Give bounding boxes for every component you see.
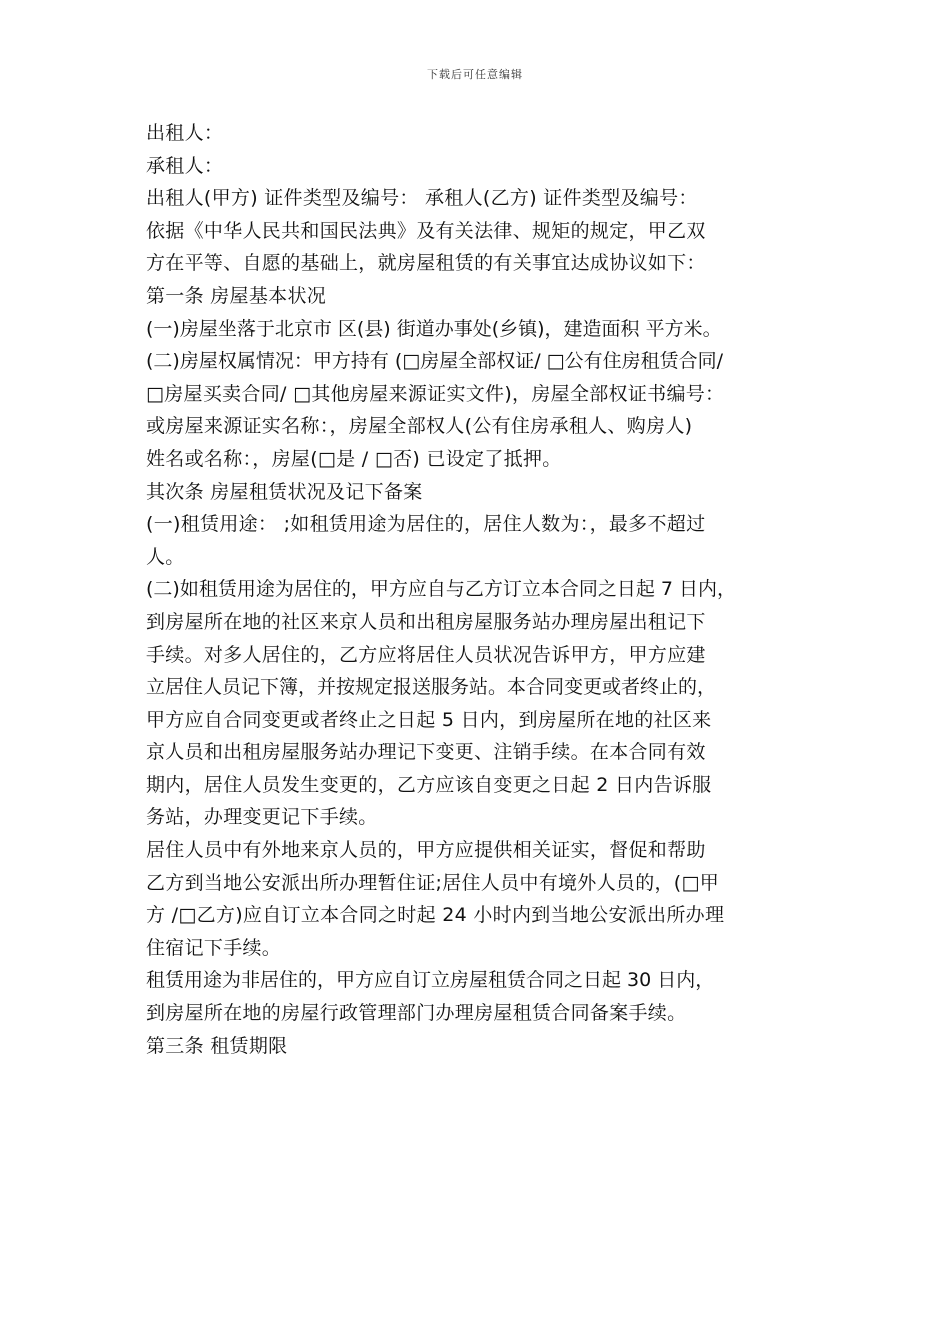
article-heading: 第三条 租赁期限 <box>146 1034 288 1057</box>
clause-line: (一)房屋坐落于北京市 区(县) 街道办事处(乡镇)，建造面积 平方米。 <box>146 317 722 340</box>
lessee-line: 承租人： <box>146 154 224 177</box>
id-type-line: 出租人(甲方) 证件类型及编号： 承租人(乙方) 证件类型及编号： <box>146 187 698 210</box>
clause-line: 或房屋来源证实名称：，房屋全部权人(公有住房承租人、购房人) <box>146 415 693 438</box>
clause-line: 甲方应自合同变更或者终止之日起 5 日内，到房屋所在地的社区来 <box>146 708 712 731</box>
clause-line: 立居住人员记下簿，并按规定报送服务站。本合同变更或者终止的， <box>146 676 717 699</box>
clause-line: □房屋买卖合同/ □其他房屋来源证实文件)，房屋全部权证书编号： <box>146 382 725 405</box>
clause-line: 务站，办理变更记下手续。 <box>146 806 378 829</box>
clause-line: 居住人员中有外地来京人员的，甲方应提供相关证实，督促和帮助 <box>146 839 706 862</box>
clause-line: 姓名或名称：，房屋(□是 / □否) 已设定了抵押。 <box>146 447 562 470</box>
clause-line: 到房屋所在地的社区来京人员和出租房屋服务站办理房屋出租记下 <box>146 610 706 633</box>
page-header-note: 下载后可任意编辑 <box>427 68 523 81</box>
clause-line: 到房屋所在地的房屋行政管理部门办理房屋租赁合同备案手续。 <box>146 1002 687 1025</box>
article-heading: 第一条 房屋基本状况 <box>146 284 327 307</box>
clause-line: 住宿记下手续。 <box>146 936 282 959</box>
lessor-line: 出租人： <box>146 122 224 144</box>
clause-line: 人。 <box>146 545 185 568</box>
clause-line: (二)房屋权属情况：甲方持有 (□房屋全部权证/ □公有住房租赁合同/ <box>146 350 724 373</box>
clause-line: 手续。对多人居住的，乙方应将居住人员状况告诉甲方，甲方应建 <box>146 643 706 666</box>
preamble-line: 方在平等、自愿的基础上，就房屋租赁的有关事宜达成协议如下： <box>146 252 706 275</box>
clause-line: 京人员和出租房屋服务站办理记下变更、注销手续。在本合同有效 <box>146 741 706 764</box>
clause-line: 租赁用途为非居住的，甲方应自订立房屋租赁合同之日起 30 日内， <box>146 969 715 992</box>
clause-line: 乙方到当地公安派出所办理暂住证;居住人员中有境外人员的，(□甲 <box>146 871 720 894</box>
clause-line: 期内，居住人员发生变更的，乙方应该自变更之日起 2 日内告诉服 <box>146 773 712 796</box>
clause-line: (一)租赁用途： ;如租赁用途为居住的，居住人数为：，最多不超过 <box>146 513 706 536</box>
clause-line: 方 /□乙方)应自订立本合同之时起 24 小时内到当地公安派出所办理 <box>146 904 725 927</box>
clause-line: (二)如租赁用途为居住的，甲方应自与乙方订立本合同之日起 7 日内， <box>146 578 736 601</box>
article-heading: 其次条 房屋租赁状况及记下备案 <box>146 480 423 503</box>
preamble-line: 依据《中华人民共和国民法典》及有关法律、规矩的规定，甲乙双 <box>146 219 706 242</box>
contract-body <box>146 117 826 1062</box>
